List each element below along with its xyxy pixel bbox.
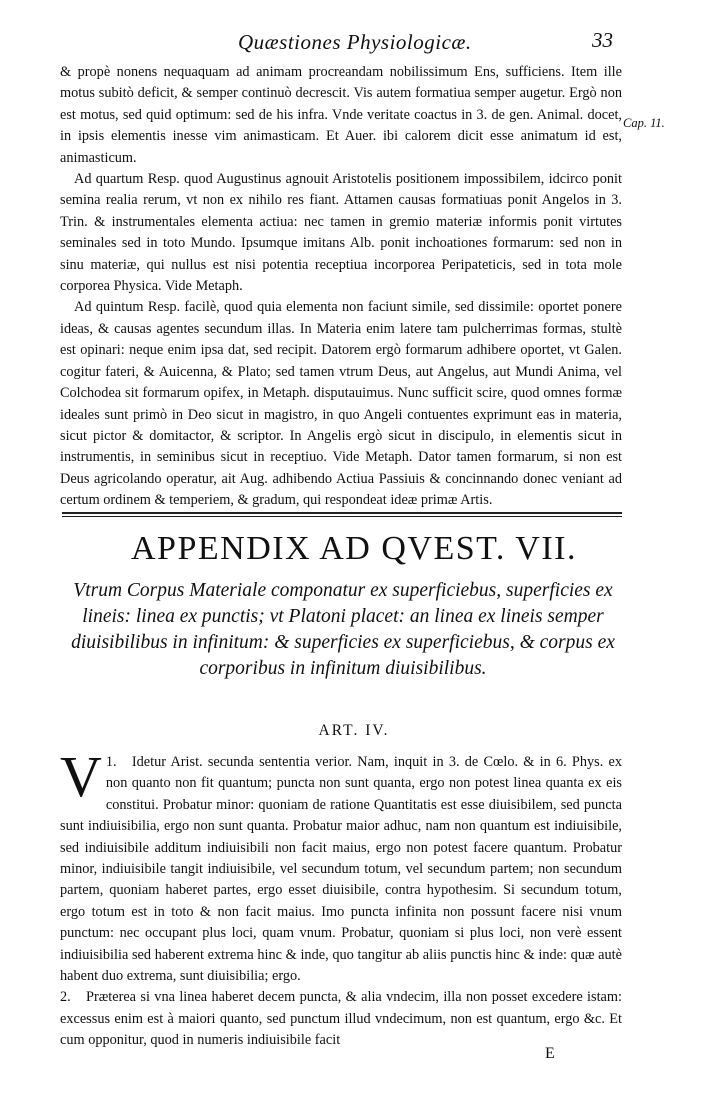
section-text: Præterea si vna linea haberet decem puncta, & alia vndecim, illa non posset excedere istam: excessus enim est à maiori quanto, sed punctum illud vndecimum, non est quantum, ergo &c. Et cum opponitur, quod in numeris indiuisibile facit xyxy=(60,989,622,1049)
margin-note: Cap. 11. xyxy=(623,116,665,130)
section-1 xyxy=(60,744,622,987)
catchword: E xyxy=(545,1045,555,1062)
section-divider-thin xyxy=(62,516,622,517)
paragraph-ad-quartum: Ad quartum Resp. quod Augustinus agnouit Aristotelis positionem impossibilem, idcirco ponit semina realia rerum, vt non ex nihilo res fiant. Attamen causas formatiuas ponit Angelos in 3. Trin. & instrumentales elementa actiua: nec tamen in gremio materiæ informis ponit virtutes seminales sed in toto Mundo. Ipsumque imitans Alb. ponit inchoationes formarum: sed non in sinu materiæ, qui nullus est nisi potentia receptiua incorporea Peripateticis, sed in tota mole corporea Physica. Vide Metaph. xyxy=(60,171,622,295)
section-divider xyxy=(62,512,622,514)
section-number: 1. xyxy=(105,754,117,770)
section-number: 2. xyxy=(60,989,71,1006)
top-text-block xyxy=(60,62,622,512)
page-number: 33 xyxy=(592,28,613,52)
running-title: Quæstiones Physiologicæ. xyxy=(238,30,472,54)
page-header xyxy=(0,30,708,56)
section-2 xyxy=(60,987,622,1051)
question-heading: Vtrum Corpus Materiale componatur ex superficiebus, superficies ex lineis: linea ex punctis; vt Platoni placet: an linea ex lineis semper diuisibilibus in infinitum: & superficies ex superficiebus, & corpus ex corporibus in infinitum diuisibilibus. xyxy=(71,580,615,679)
article-heading: ART. IV. xyxy=(318,722,390,739)
drop-cap: V xyxy=(60,744,102,809)
paragraph-ad-quintum: Ad quintum Resp. facilè, quod quia elementa non faciunt simile, sed dissimile: oportet ponere ideas, & causas agentes secundum illas. In Materia enim latere tam pulcherrimas formas, stultè est opinari: neque enim ipsa dat, sed recipit. Datorem ergò formarum adhibere oportet, vt Galen. cogitur fateri, & Auicenna, & Plato; sed tamen vtrum Deus, aut Angelus, aut Mundi Anima, vel Colchodea sit formarum opifex, in Metaph. disputauimus. Nunc sufficit scire, quod omnes formæ ideales sunt primò in Deo sicut in magistro, in quo Angeli contuentes exprimunt eas in materia, sicut pictor & domitactor, & scriptor. In Angelis ergò sicut in discipulo, in elementis sicut in instrumentis, in seminibus sicut in receptiuo. Vide Metaph. Dator tamen formarum, si non est Deus agricolando operatur, ait Aug. adhibendo Actiua Passiuis & concinnando donec veniant ad certum ordinem & temperiem, & gradum, qui respondeat ideæ primæ Artis. xyxy=(60,299,622,509)
paragraph-continuation: & propè nonens nequaquam ad animam procreandam nobilissimum Ens, sufficiens. Item ille motus subitò deficit, & semper continuò decrescit. Vis autem formatiua semper augetur. Ergò non est motus, sed quid optimum: sed de his infra. Vnde veritate coactus in 3. de gen. Animal. docet, in ipsis elementis inesse vim animasticam. Et Auer. ibi calorem dicit esse animatum id est, animasticum. xyxy=(60,64,622,166)
appendix-title: APPENDIX AD QVEST. VII. xyxy=(131,530,577,567)
section-text: Idetur Arist. secunda sententia verior. Nam, inquit in 3. de Cœlo. & in 6. Phys. ex non quanto non fit quantum; puncta non sunt quanta, ergo non potest linea quanta ex eis constitui. Probatur minor: quoniam de ratione Quantitatis est esse diuisibilem, sed puncta sunt indiuisibilia, ergo non sunt quanta. Probatur maior adhuc, nam non quantum est indiuisibile, sed indiuisibile additum indiuisibili non facit maius, ergo non potest facere quantum. Probatur minor, indiuisibile tangit indiuisibile, vel secundum totum, vel secundum partem; non secundum partem, quoniam haberet partes, ergo esset diuisibile, contra hypothesim. Si secundum totum, ergo totum est in toto & non facit maius. Imo puncta infinita non possunt facere nisi vnum punctum: nec occupant plus loci, quam vnum. Probatur, quoniam si plus loci, non verè essent indiuisibilia sed haberent extrema hinc & inde, quo tangitur ab aliis punctis hinc & inde: quæ autè habent duo extrema, sunt diuisibilia; ergo. xyxy=(60,754,622,985)
article-text-block xyxy=(60,744,622,1052)
